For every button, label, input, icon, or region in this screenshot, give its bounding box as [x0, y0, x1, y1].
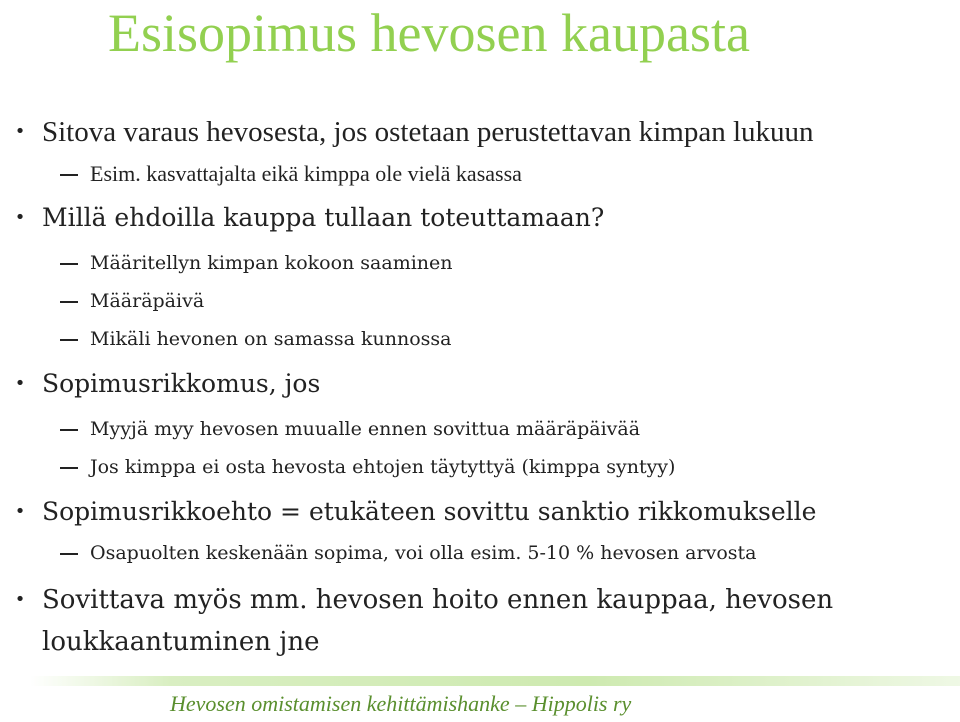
sub-bullet-text: Esim. kasvattajalta eikä kimppa ole vielä kasassa	[90, 161, 522, 186]
bullet-icon: •	[14, 121, 26, 142]
dash-icon	[60, 174, 78, 176]
sub-bullet-text: Määräpäivä	[90, 290, 205, 312]
slide-title: Esisopimus hevosen kaupasta	[108, 3, 750, 63]
bullet-icon: •	[14, 589, 26, 610]
dash-icon	[60, 553, 78, 555]
bullet-text: Millä ehdoilla kauppa tullaan toteuttamaan?	[42, 203, 605, 232]
dash-icon	[60, 339, 78, 341]
sub-bullet-text: Myyjä myy hevosen muualle ennen sovittua määräpäivää	[90, 418, 641, 440]
dash-icon	[60, 263, 78, 265]
bullet-text: Sitova varaus hevosesta, jos ostetaan perustettavan kimpan lukuun	[42, 116, 814, 148]
footer-divider	[30, 676, 960, 686]
bullet-text: Sopimusrikkoehto = etukäteen sovittu sanktio rikkomukselle	[42, 497, 817, 526]
sub-bullet-text: Määritellyn kimpan kokoon saaminen	[90, 252, 453, 274]
dash-icon	[60, 467, 78, 469]
sub-bullet-text: Osapuolten keskenään sopima, voi olla esim. 5-10 % hevosen arvosta	[90, 542, 757, 564]
bullet-icon: •	[14, 207, 26, 228]
bullet-icon: •	[14, 501, 26, 522]
sub-bullet-text: Jos kimppa ei osta hevosta ehtojen täytyttyä (kimppa syntyy)	[90, 456, 676, 478]
bullet-icon: •	[14, 373, 26, 394]
bullet-text: Sopimusrikkomus, jos	[42, 369, 321, 398]
sub-bullet-text: Mikäli hevonen on samassa kunnossa	[90, 328, 452, 350]
dash-icon	[60, 301, 78, 303]
bullet-text: Sovittava myös mm. hevosen hoito ennen kauppaa, hevosen loukkaantuminen jne	[42, 585, 834, 657]
footer-text: Hevosen omistamisen kehittämishanke – Hippolis ry	[170, 691, 632, 716]
dash-icon	[60, 429, 78, 431]
